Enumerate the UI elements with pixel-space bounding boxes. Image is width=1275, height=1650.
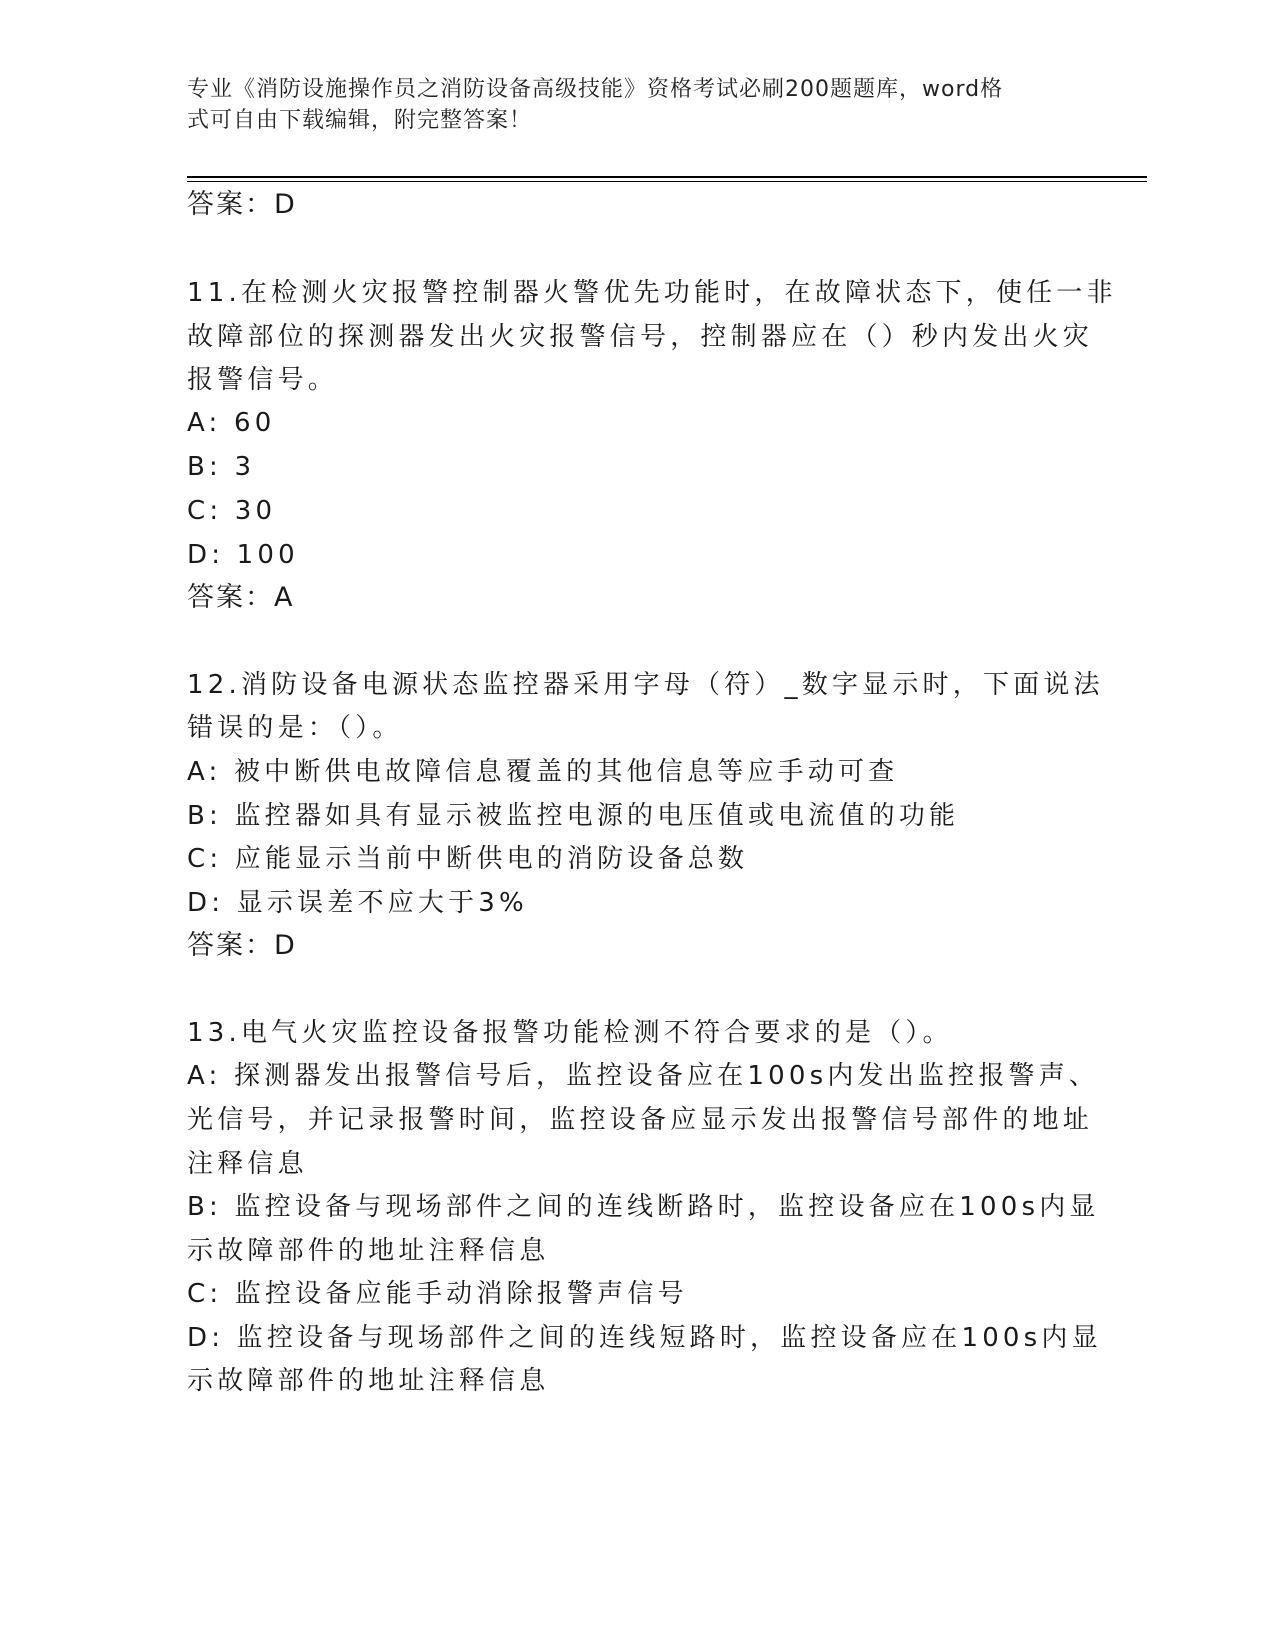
q12-option-a: A: 被中断供电故障信息覆盖的其他信息等应手动可查 [187, 757, 899, 787]
q13-option-a-line-3: 注释信息 [187, 1149, 308, 1179]
q11-option-b: B: 3 [187, 452, 256, 482]
header-rule-thin [187, 181, 1147, 182]
q12-text-line-2: 错误的是：（）。 [187, 713, 403, 743]
q13-option-b-line-1: B: 监控设备与现场部件之间的连线断路时，监控设备应在100s内显 [187, 1192, 1100, 1222]
q11-option-a: A: 60 [187, 408, 276, 438]
q11-text-line-3: 报警信号。 [187, 365, 339, 395]
header-rule-thick [187, 176, 1147, 178]
q12-option-d: D: 显示误差不应大于3% [187, 888, 528, 918]
q13-option-a-line-2: 光信号，并记录报警时间，监控设备应显示发出报警信号部件的地址 [187, 1105, 1094, 1135]
q13-option-d-line-2: 示故障部件的地址注释信息 [187, 1366, 550, 1396]
q13-text-line-1: 13.电气火灾监控设备报警功能检测不符合要求的是（）。 [187, 1018, 953, 1048]
q11-text-line-1: 11.在检测火灾报警控制器火警优先功能时，在故障状态下，使任一非 [187, 278, 1117, 308]
header-line-2: 式可自由下载编辑，附完整答案！ [187, 108, 533, 133]
q12-option-c: C: 应能显示当前中断供电的消防设备总数 [187, 844, 749, 874]
q11-option-c: C: 30 [187, 496, 277, 526]
q13-option-b-line-2: 示故障部件的地址注释信息 [187, 1236, 550, 1266]
previous-answer: 答案：D [187, 189, 297, 220]
q11-text-line-2: 故障部位的探测器发出火灾报警信号，控制器应在（）秒内发出火灾 [187, 322, 1094, 352]
q13-option-a-line-1: A: 探测器发出报警信号后，监控设备应在100s内发出监控报警声、 [187, 1061, 1100, 1091]
q13-option-d-line-1: D: 监控设备与现场部件之间的连线短路时，监控设备应在100s内显 [187, 1323, 1102, 1353]
q11-answer: 答案：A [187, 582, 295, 613]
page-header [187, 74, 1067, 136]
q12-answer: 答案：D [187, 930, 297, 961]
q13-option-c: C: 监控设备应能手动消除报警声信号 [187, 1279, 688, 1309]
q12-option-b: B: 监控器如具有显示被监控电源的电压值或电流值的功能 [187, 801, 960, 831]
q11-option-d: D: 100 [187, 540, 299, 570]
header-line-1: 专业《消防设施操作员之消防设备高级技能》资格考试必刷200题题库，word格 [187, 77, 1004, 102]
q12-text-line-1: 12.消防设备电源状态监控器采用字母（符）_数字显示时，下面说法 [187, 670, 1104, 700]
